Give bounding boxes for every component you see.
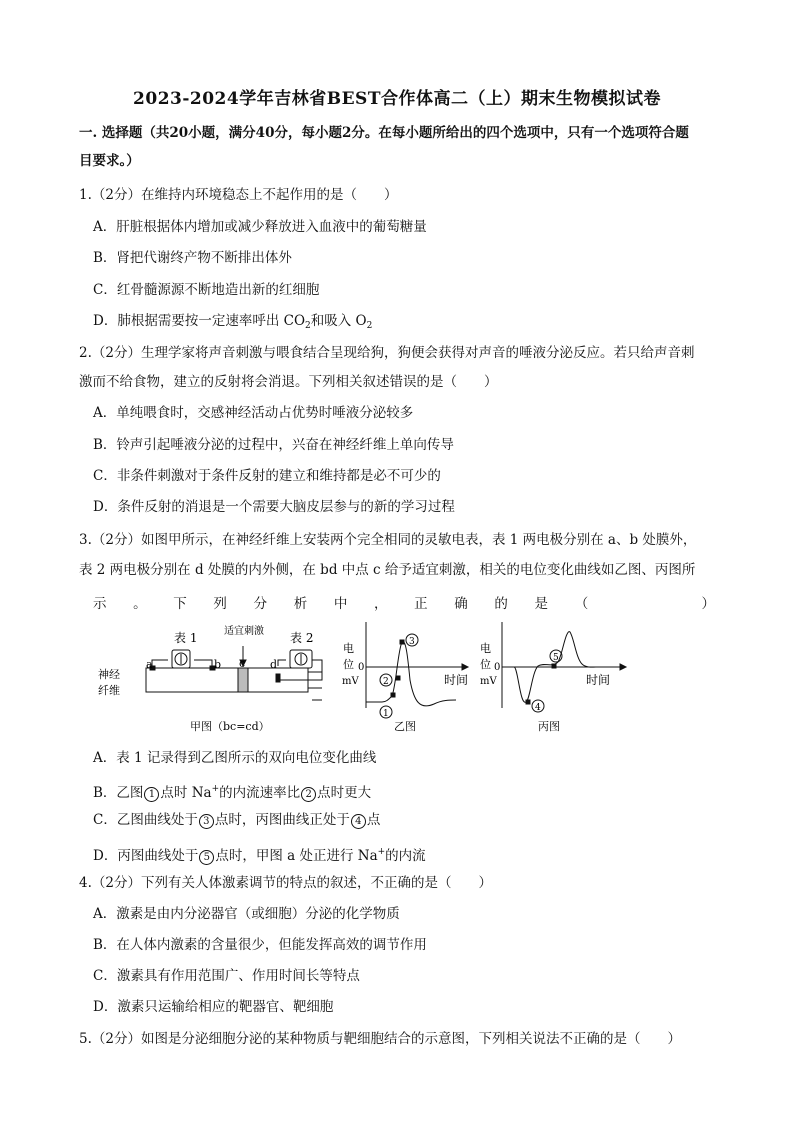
section-header-line1: 一. 选择题（共20小题，满分40分，每小题2分。在每小题所给出的四个选项中，只有一个选项符合题 [79,125,689,141]
yi-marker-2 [380,674,392,687]
yi-axis-x: 时间 [444,673,469,687]
yi-marker-3 [406,634,418,647]
q2-stem-line1: 2.（2分）生理学家将声音刺激与喂食结合呈现给狗，狗便会获得对声音的唾液分泌反应。若只给声音刺 [79,345,695,361]
bing-marker-4 [532,700,544,713]
svg-text:2: 2 [383,677,389,687]
label-stimulus: 适宜刺激 [224,626,264,637]
caption-yi: 乙图 [394,720,416,733]
section-header-line2: 目要求。） [79,153,140,169]
figure-bing [502,622,626,708]
yi-axis-zero: 0 [358,662,365,673]
q4-option-b: B．在人体内激素的含量很少，但能发挥高效的调节作用 [93,937,427,953]
label-point-d: d [270,658,278,671]
page-title: 2023-2024学年吉林省BEST合作体高二（上）期末生物模拟试卷 [133,89,661,109]
bing-axis-y-2: 位 [480,658,491,671]
q1-stem: 1.（2分）在维持内环境稳态上不起作用的是（ ） [79,187,398,203]
svg-text:4: 4 [535,703,541,713]
label-point-b: b [214,658,222,671]
q2-option-b: B．铃声引起唾液分泌的过程中，兴奋在神经纤维上单向传导 [93,437,454,453]
q4-option-d: D．激素只运输给相应的靶器官、靶细胞 [93,999,334,1015]
q4-option-a: A．激素是由内分泌器官（或细胞）分泌的化学物质 [93,906,400,922]
label-meter-1: 表 1 [174,631,198,645]
label-meter-2: 表 2 [290,631,314,645]
svg-text:3: 3 [409,637,415,647]
bing-axis-zero: 0 [494,662,501,673]
q2-option-c: C．非条件刺激对于条件反射的建立和维持都是必不可少的 [93,468,441,484]
q1-option-c: C．红骨髓源源不断地造出新的红细胞 [93,282,320,298]
yi-axis-y-2: 位 [343,658,354,671]
q2-option-a: A．单纯喂食时，交感神经活动占优势时唾液分泌较多 [93,405,414,421]
caption-jia: 甲图（bc=cd） [190,720,270,733]
figure-jia [146,646,322,700]
label-nerve-2: 纤维 [98,684,120,697]
q3-option-c: C．乙图曲线处于 3 点时，丙图曲线正处于 4 点 [93,812,381,828]
label-nerve-1: 神经 [98,668,120,681]
q3-option-d: D．丙图曲线处于 5 点时，甲图 a 处正进行 Na+的内流 [93,847,426,864]
yi-marker-1 [380,706,392,719]
label-point-a: a [146,658,153,671]
q3-stem-line1: 3.（2分）如图甲所示，在神经纤维上安装两个完全相同的灵敏电表，表 1 两电极分别在 a、b 处膜外， [79,532,697,548]
q4-stem: 4.（2分）下列有关人体激素调节的特点的叙述，不正确的是（ ） [79,875,492,891]
q4-option-c: C．激素具有作用范围广、作用时间长等特点 [93,968,360,984]
q3-stem-line2: 表 2 两电极分别在 d 处膜的内外侧，在 bd 中点 c 给予适宜刺激，相关的电位变化曲线如乙图、丙图所 [79,562,696,578]
figure-yi [366,622,468,708]
q1-option-d: D．肺根据需要按一定速率呼出 $CO_2$和吸入 $O_2$ [93,313,373,331]
q3-figure [90,620,630,740]
q2-option-d: D．条件反射的消退是一个需要大脑皮层参与的新的学习过程 [93,499,455,515]
q3-option-a: A．表 1 记录得到乙图所示的双向电位变化曲线 [93,750,377,766]
label-point-c: c [239,657,246,670]
q5-stem: 5.（2分）如图是分泌细胞分泌的某种物质与靶细胞结合的示意图，下列相关说法不正确的是（ ） [79,1031,681,1047]
bing-axis-x: 时间 [586,673,611,687]
q2-stem-line2: 激而不给食物，建立的反射将会消退。下列相关叙述错误的是（ ） [79,374,498,390]
stimulus-site [238,668,248,692]
svg-text:1: 1 [383,709,389,719]
bing-axis-unit: mV [480,676,497,687]
svg-text:5: 5 [553,653,559,663]
q1-option-a: A．肝脏根据体内增加或减少释放进入血液中的葡萄糖量 [93,219,427,235]
yi-axis-unit: mV [342,676,359,687]
q3-option-b: B．乙图 1 点时 Na+的内流速率比 2 点时更大 [93,784,372,801]
q1-option-b: B．肾把代谢终产物不断排出体外 [93,250,292,266]
yi-axis-y-1: 电 [343,642,354,655]
q3-stem-line3: 示 。 下 列 分 析 中 ， 正 确 的 是 （ ） [93,596,715,612]
bing-axis-y-1: 电 [480,642,491,655]
curve-yi [366,642,456,706]
caption-bing: 丙图 [538,720,560,733]
